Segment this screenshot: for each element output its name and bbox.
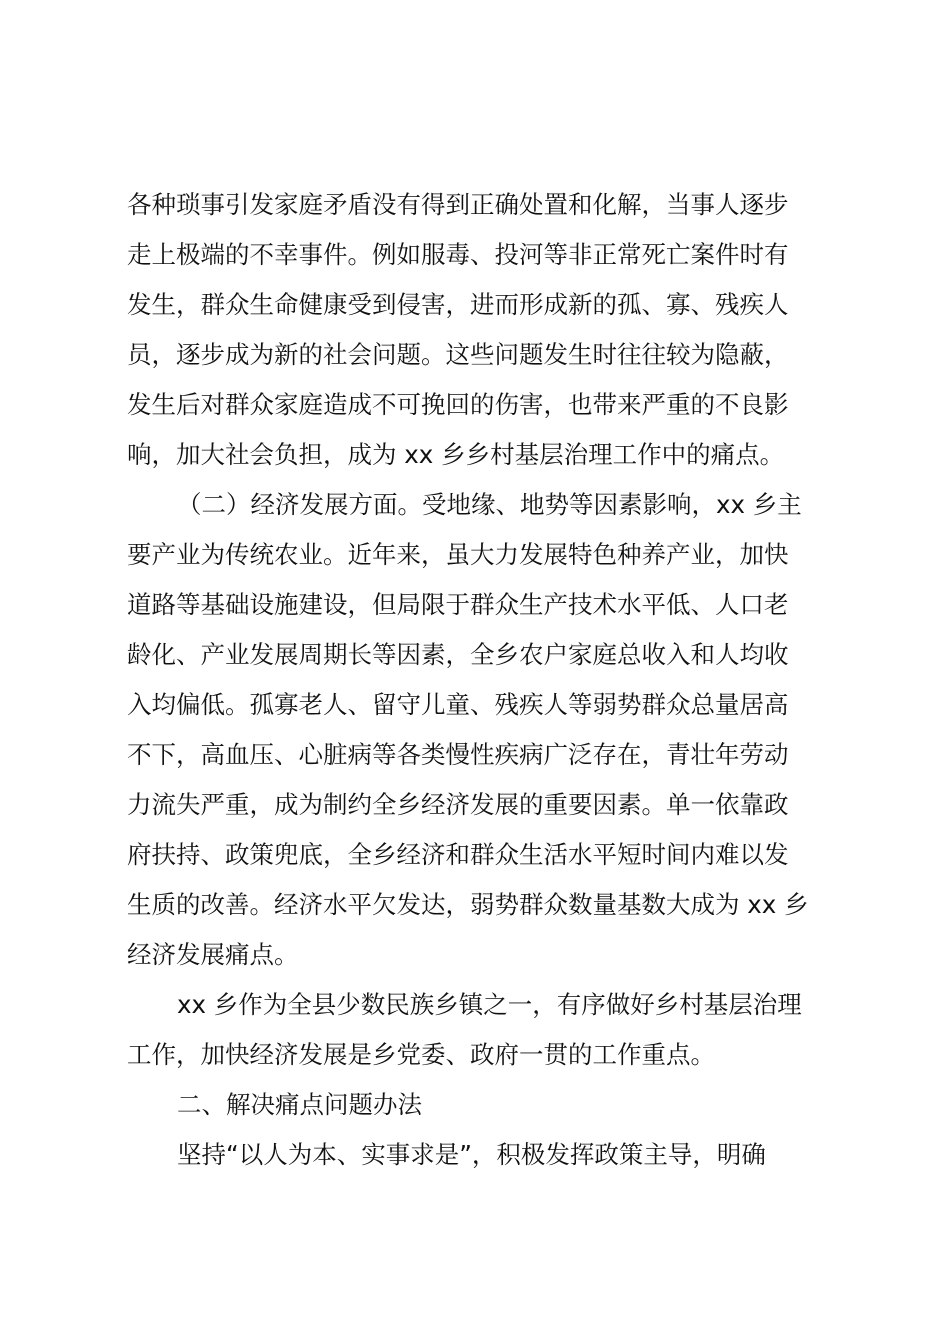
text-line: 走上极端的不幸事件。例如服毒、投河等非正常死亡案件时有: [127, 240, 789, 269]
text-line: 坚持“以人为本、实事求是”，积极发挥政策主导，明确: [177, 1140, 766, 1169]
text-line: 要产业为传统农业。近年来，虽大力发展特色种养产业，加快: [127, 540, 789, 569]
text-line: 工作，加快经济发展是乡党委、政府一贯的工作重点。: [127, 1040, 715, 1069]
text-line: 各种琐事引发家庭矛盾没有得到正确处置和化解，当事人逐步: [127, 190, 789, 219]
text-line: 发生后对群众家庭造成不可挽回的伤害，也带来严重的不良影: [127, 390, 789, 419]
paragraph-economic-development: [127, 480, 839, 980]
heading-line: 二、解决痛点问题办法: [177, 1090, 422, 1119]
text-line: 响，加大社会负担，成为 xx 乡乡村基层治理工作中的痛点。: [127, 440, 785, 469]
paragraph-social-issues: [127, 180, 839, 480]
text-line: 力流失严重，成为制约全乡经济发展的重要因素。单一依靠政: [127, 790, 789, 819]
text-line: 生质的改善。经济水平欠发达，弱势群众数量基数大成为 xx 乡: [127, 890, 809, 919]
document-body: [127, 180, 839, 1180]
text-line: 不下，高血压、心脏病等各类慢性疾病广泛存在，青壮年劳动: [127, 740, 789, 769]
paragraph-township-priorities: [127, 980, 839, 1080]
text-line: 入均偏低。孤寡老人、留守儿童、残疾人等弱势群众总量居高: [127, 690, 789, 719]
section-heading-line: （二）经济发展方面。受地缘、地势等因素影响，xx 乡主: [177, 490, 802, 519]
text-line: 龄化、产业发展周期长等因素，全乡农户家庭总收入和人均收: [127, 640, 789, 669]
paragraph-solutions-intro: [127, 1130, 839, 1180]
text-line: 经济发展痛点。: [127, 940, 299, 969]
text-line: 道路等基础设施建设，但局限于群众生产技术水平低、人口老: [127, 590, 789, 619]
text-line: 员，逐步成为新的社会问题。这些问题发生时往往较为隐蔽，: [127, 340, 789, 369]
text-line: xx 乡作为全县少数民族乡镇之一，有序做好乡村基层治理: [177, 990, 802, 1019]
text-line: 发生，群众生命健康受到侵害，进而形成新的孤、寡、残疾人: [127, 290, 789, 319]
section-heading-solutions: [127, 1080, 839, 1130]
text-line: 府扶持、政策兜底，全乡经济和群众生活水平短时间内难以发: [127, 840, 789, 869]
